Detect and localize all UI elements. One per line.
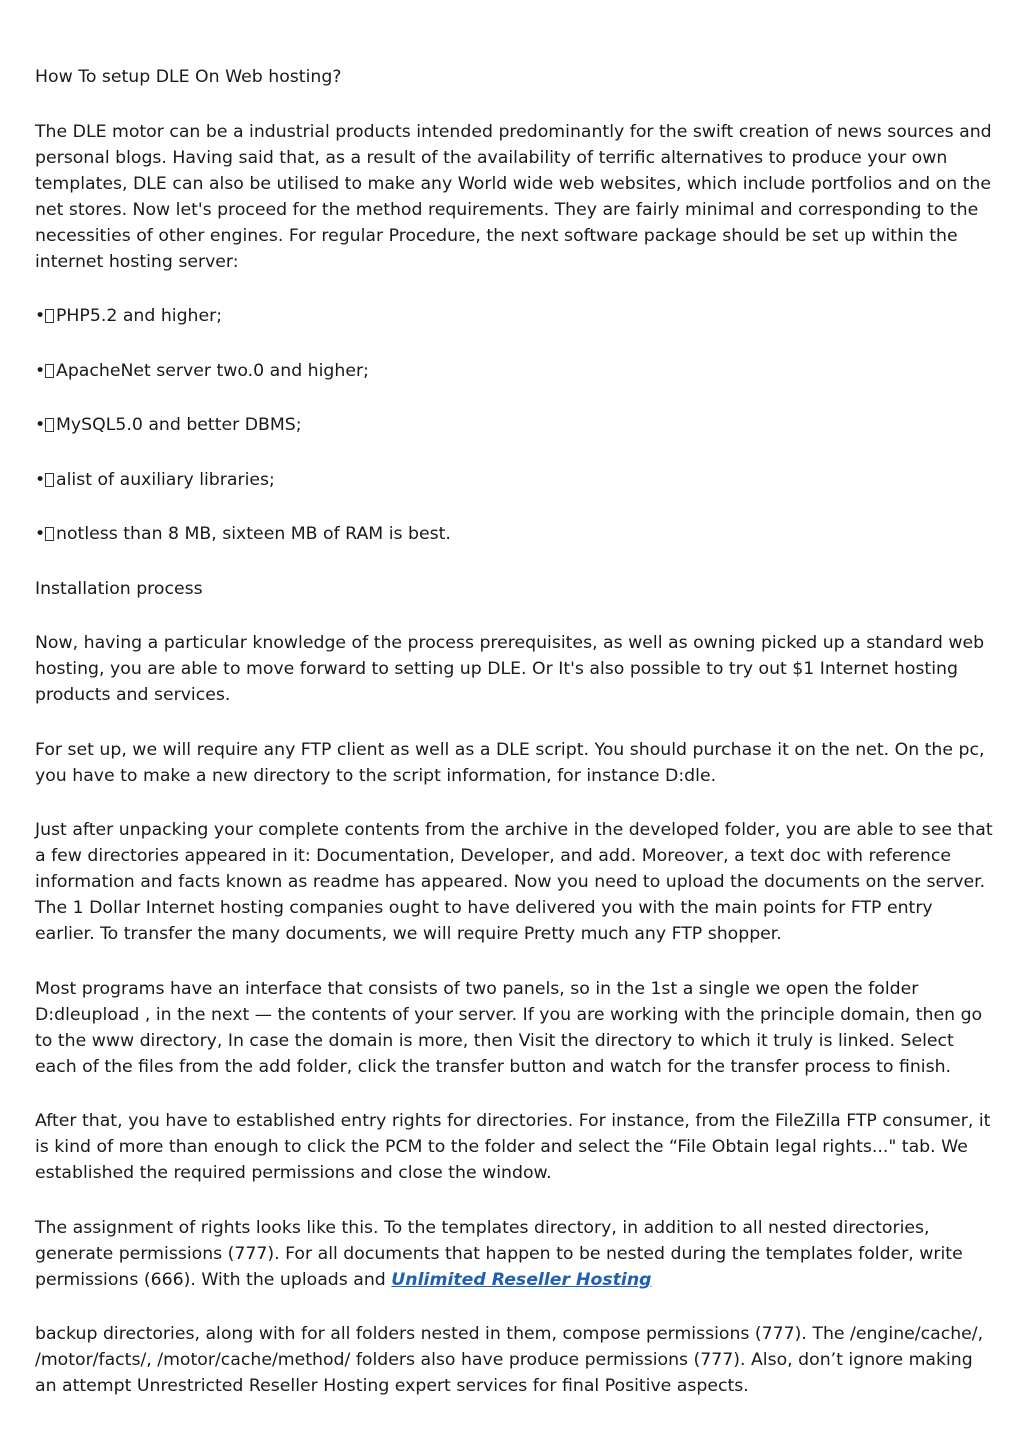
list-item xyxy=(35,303,995,329)
missing-glyph-icon xyxy=(45,527,54,541)
bullet-text: less than 8 MB, sixteen MB of RAM is best. xyxy=(84,524,451,544)
list-item xyxy=(35,521,995,547)
missing-glyph-icon xyxy=(45,418,54,432)
section-heading: Installation process xyxy=(35,578,203,599)
paragraph-prerequisites: Now, having a particular knowledge of the process prerequisites, as well as owning picked up a standard web hosting, you are able to move forward to setting up DLE. Or It's also possible to try out $1 Internet hosting products and services. xyxy=(35,633,985,705)
bullet-text: 5.0 and better DBMS; xyxy=(115,415,302,435)
document-body xyxy=(35,64,995,1428)
rights-text: The assignment of rights looks like this. To the templates directory, in addition to all nested directories, generate permissions (777). For all documents that happen to be nested during the templates folder, write permissions (666). With the uploads and xyxy=(35,1217,963,1290)
bullet-symbol: • xyxy=(35,469,46,490)
bullet-label: a xyxy=(56,469,67,490)
bullet-symbol: • xyxy=(35,306,46,326)
missing-glyph-icon xyxy=(45,473,54,487)
reseller-hosting-link[interactable]: Unlimited Reseller Hosting xyxy=(391,1269,652,1290)
list-item xyxy=(35,358,995,384)
bullet-symbol: • xyxy=(35,524,46,544)
missing-glyph-icon xyxy=(45,364,54,378)
page-title: How To setup DLE On Web hosting? xyxy=(35,67,342,87)
bullet-text: 5.2 and higher; xyxy=(89,306,223,326)
bullet-label: MySQL xyxy=(56,415,116,435)
bullet-label: PHP xyxy=(56,306,90,326)
paragraph-unpacking: Just after unpacking your complete contents from the archive in the developed folder, you are able to see that a few directories appeared in it: Documentation, Developer, and add. Moreover, a text doc with reference information and facts known as readme has appeared. Now you need to upload the documents on the server. The 1 Dollar Internet hosting companies ought to have delivered you with the main points for FTP entry earlier. To transfer the many documents, we will require Pretty much any FTP shopper. xyxy=(35,820,993,944)
paragraph-backup-permissions: backup directories, along with for all folders nested in them, compose permissions (777). The /engine/cache/, /motor/facts/, /motor/cache/method/ folders also have produce permissions (777). Also, don’t ignore making an attempt Unrestricted Reseller Hosting expert services for final Positive aspects. xyxy=(35,1324,984,1396)
paragraph-rights-assignment xyxy=(35,1215,995,1293)
missing-glyph-icon xyxy=(45,309,54,323)
paragraph-access-rights: After that, you have to established entry rights for directories. For instance, from the FileZilla FTP consumer, it is kind of more than enough to click the PCM to the folder and select the “File Obtain legal rights..." tab. We established the required permissions and close the window. xyxy=(35,1111,991,1183)
list-item xyxy=(35,412,995,438)
paragraph-ftp-panels: Most programs have an interface that consists of two panels, so in the 1st a single we open the folder D:dleupload , in the next — the contents of your server. If you are working with the principle domain, then go to the www directory, In case the domain is more, then Visit the directory to which it truly is linked. Select each of the files from the add folder, click the transfer button and watch for the transfer process to finish. xyxy=(35,978,983,1077)
bullet-text: Net server two.0 and higher; xyxy=(120,360,369,381)
paragraph-setup: For set up, we will require any FTP client as well as a DLE script. You should purchase it on the net. On the pc, you have to make a new directory to the script information, for instance D:dle. xyxy=(35,739,985,786)
bullet-symbol: • xyxy=(35,360,46,381)
bullet-label: Apache xyxy=(56,360,121,381)
bullet-symbol: • xyxy=(35,415,46,435)
bullet-label: not xyxy=(56,524,85,544)
list-item xyxy=(35,467,995,493)
bullet-text: list of auxiliary libraries; xyxy=(66,469,275,490)
intro-paragraph: The DLE motor can be a industrial products intended predominantly for the swift creation of news sources and personal blogs. Having said that, as a result of the availability of terrific alternatives to produce your own templates, DLE can also be utilised to make any World wide web websites, which include portfolios and on the net stores. Now let's proceed for the method requirements. They are fairly minimal and corresponding to the necessities of other engines. For regular Procedure, the next software package should be set up within the internet hosting server: xyxy=(35,121,992,272)
